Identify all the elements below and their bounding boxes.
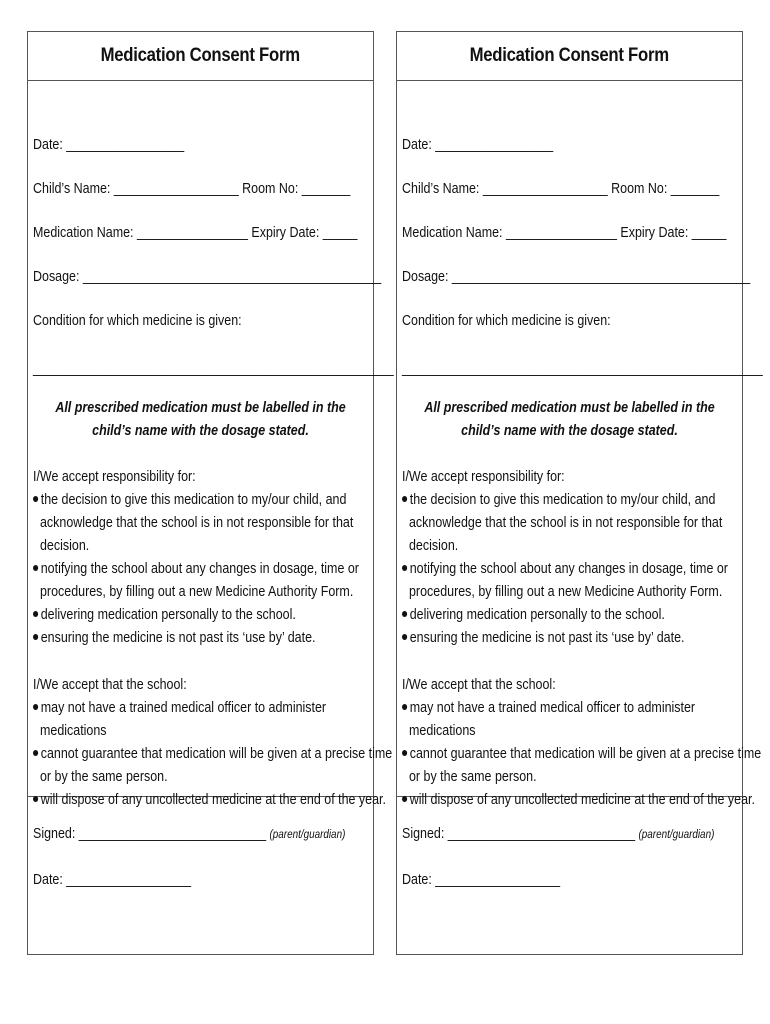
- list-item-cont: or by the same person.: [409, 769, 537, 785]
- footer-date-field[interactable]: Date: __________________: [33, 872, 192, 888]
- condition-label: Condition for which medicine is given:: [402, 313, 611, 329]
- list-item: may not have a trained medical officer to administer: [33, 699, 326, 717]
- list-item: ensuring the medicine is not past its ‘use by’ date.: [402, 629, 684, 647]
- list-item: delivering medication personally to the school.: [33, 606, 296, 624]
- list-item-cont: decision.: [409, 538, 459, 554]
- list-item-cont: acknowledge that the school is in not responsible for that: [409, 515, 723, 531]
- bullet-icon: [402, 565, 407, 571]
- date-field[interactable]: Date: _________________: [33, 137, 185, 153]
- medication-name-field[interactable]: Medication Name: ________________ Expiry Date: _____: [33, 225, 358, 241]
- form-footer: [397, 797, 742, 954]
- list-item-cont: decision.: [40, 538, 90, 554]
- footer-date-field[interactable]: Date: __________________: [402, 872, 561, 888]
- bullet-icon: [33, 634, 38, 640]
- list-item-cont: medications: [40, 723, 107, 739]
- list-item: will dispose of any uncollected medicine at the end of the year.: [33, 791, 386, 809]
- condition-label: Condition for which medicine is given:: [33, 313, 242, 329]
- bullet-icon: [33, 704, 38, 710]
- date-field[interactable]: Date: _________________: [402, 137, 554, 153]
- bullet-icon: [33, 611, 38, 617]
- bullet-icon: [33, 565, 38, 571]
- list-item: notifying the school about any changes in dosage, time or: [33, 560, 359, 578]
- form-body: [397, 80, 763, 808]
- bullet-icon: [402, 750, 407, 756]
- list-item: the decision to give this medication to my/our child, and: [33, 491, 346, 509]
- list-item: delivering medication personally to the school.: [402, 606, 665, 624]
- bullet-icon: [33, 496, 38, 502]
- notice-line: child’s name with the dosage stated.: [92, 423, 309, 439]
- labelling-notice: [421, 397, 718, 443]
- list-item: the decision to give this medication to my/our child, and: [402, 491, 715, 509]
- responsibility-heading: I/We accept responsibility for:: [402, 469, 565, 485]
- signature-field[interactable]: Signed: ___________________________ (parent/guardian): [33, 826, 346, 842]
- signature-field[interactable]: Signed: ___________________________ (parent/guardian): [402, 826, 715, 842]
- list-item-cont: or by the same person.: [40, 769, 168, 785]
- notice-line: All prescribed medication must be labelled in the: [424, 400, 715, 416]
- child-name-field[interactable]: Child’s Name: __________________ Room No: _______: [33, 181, 351, 197]
- list-item-cont: procedures, by filling out a new Medicine Authority Form.: [40, 584, 354, 600]
- school-heading: I/We accept that the school:: [33, 677, 187, 693]
- notice-line: All prescribed medication must be labelled in the: [55, 400, 346, 416]
- list-item: will dispose of any uncollected medicine at the end of the year.: [402, 791, 755, 809]
- condition-field[interactable]: ____________________________________________________: [33, 361, 394, 377]
- bullet-icon: [402, 611, 407, 617]
- form-header: [397, 32, 742, 81]
- list-item-cont: medications: [409, 723, 476, 739]
- list-item: notifying the school about any changes in dosage, time or: [402, 560, 728, 578]
- labelling-notice: [52, 397, 349, 443]
- consent-form-right: [396, 31, 763, 955]
- list-item-cont: procedures, by filling out a new Medicine Authority Form.: [409, 584, 723, 600]
- list-item: may not have a trained medical officer to administer: [402, 699, 695, 717]
- form-title: Medication Consent Form: [100, 45, 301, 66]
- responsibility-heading: I/We accept responsibility for:: [33, 469, 196, 485]
- signed-note: (parent/guardian): [638, 829, 715, 841]
- bullet-icon: [402, 496, 407, 502]
- consent-form-left: [27, 31, 394, 955]
- list-item: ensuring the medicine is not past its ‘use by’ date.: [33, 629, 315, 647]
- form-body: [28, 80, 394, 808]
- school-heading: I/We accept that the school:: [402, 677, 556, 693]
- bullet-icon: [402, 634, 407, 640]
- condition-field[interactable]: ____________________________________________________: [402, 361, 763, 377]
- list-item-cont: acknowledge that the school is in not responsible for that: [40, 515, 354, 531]
- child-name-field[interactable]: Child’s Name: __________________ Room No: _______: [402, 181, 720, 197]
- form-footer: [28, 797, 373, 954]
- bullet-icon: [402, 704, 407, 710]
- notice-line: child’s name with the dosage stated.: [461, 423, 678, 439]
- form-title: Medication Consent Form: [469, 45, 670, 66]
- dosage-field[interactable]: Dosage: ___________________________________________: [402, 269, 751, 285]
- signed-note: (parent/guardian): [269, 829, 346, 841]
- form-header: [28, 32, 373, 81]
- list-item: cannot guarantee that medication will be given at a precise time: [33, 745, 392, 763]
- dosage-field[interactable]: Dosage: ___________________________________________: [33, 269, 382, 285]
- list-item: cannot guarantee that medication will be given at a precise time: [402, 745, 761, 763]
- medication-name-field[interactable]: Medication Name: ________________ Expiry Date: _____: [402, 225, 727, 241]
- bullet-icon: [33, 750, 38, 756]
